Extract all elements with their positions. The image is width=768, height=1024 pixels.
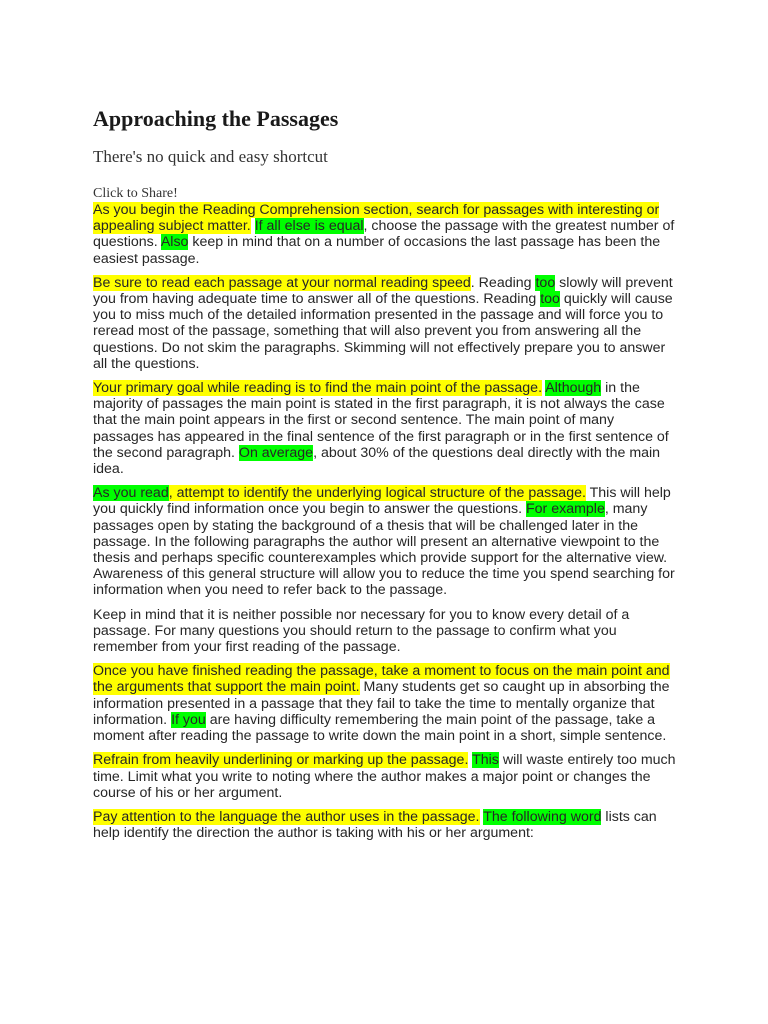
highlight-yellow: As you begin the Reading Comprehension section, search for passages with interesting or appealing subject matter.: [93, 202, 660, 235]
text-run: , choose the passage with the greatest number of questions.: [93, 218, 675, 251]
text-run: keep in mind that on a number of occasions the last passage has been the easiest passage.: [93, 234, 661, 267]
highlight-green: Although: [545, 380, 602, 397]
paragraph: [93, 275, 678, 372]
text-run: . Reading: [470, 274, 536, 291]
text-run: , about 30% of the questions deal directly with the main idea.: [93, 444, 661, 478]
highlight-yellow: Be sure to read each passage at your normal reading speed: [93, 274, 471, 291]
page-title: Approaching the Passages: [93, 106, 339, 131]
highlight-yellow: Your primary goal while reading is to find the main point of the passage.: [93, 380, 543, 397]
text-run: in the majority of passages the main point is stated in the first paragraph, it is not always the case that the main point appears in the first or second sentence. The main point of many passages has appeared in the final sentence of the first paragraph or in the first sentence of the second paragraph.: [93, 380, 669, 461]
highlight-yellow: Pay attention to the language the author uses in the passage.: [93, 808, 480, 825]
text-run: , many passages open by stating the background of a thesis that will be challenged later in the passage. In the following paragraphs the author will present an alternative viewpoint to the thesis and perhaps specific counterexamples which provide support for the alternative view. Awareness of this general structure will allow you to reduce the time you spend searching for information when you need to refer back to the passage.: [93, 501, 675, 599]
highlight-yellow: , attempt to identify the underlying logical structure of the passage.: [168, 485, 586, 502]
page-subtitle: There's no quick and easy shortcut: [93, 147, 328, 166]
highlight-green: This: [472, 752, 499, 769]
paragraph: [93, 752, 678, 801]
document-body: [93, 202, 678, 841]
text-run: are having difficulty remembering the main point of the passage, take a moment after reading the passage to write down the main point in a short, simple sentence.: [93, 711, 667, 745]
paragraph: [93, 380, 678, 477]
highlight-green: The following word: [483, 808, 602, 825]
highlight-green: If you: [171, 711, 206, 728]
highlight-green: On average: [238, 444, 314, 461]
text-run: This will help you quickly find information once you begin to answer the questions.: [93, 485, 671, 518]
paragraph: [93, 485, 678, 598]
paragraph: [93, 202, 678, 267]
highlight-yellow: Refrain from heavily underlining or marking up the passage.: [93, 752, 469, 769]
document-page: [93, 104, 678, 849]
highlight-green: Also: [160, 234, 189, 251]
text-run: slowly will prevent you from having adequate time to answer all of the questions. Reading: [93, 274, 673, 308]
paragraph: [93, 663, 678, 744]
paragraph: [93, 607, 678, 656]
highlight-green: too: [535, 274, 556, 291]
paragraph: [93, 809, 678, 841]
text-run: quickly will cause you to miss much of the detailed information presented in the passage and will force you to reread most of the passage, something that will also prevent you from answering all the questions. Do not skim the paragraphs. Skimming will not effectively prepare you to answer all the questions.: [93, 291, 673, 372]
text-run: Keep in mind that it is neither possible nor necessary for you to know every detail of a passage. For many questions you should return to the passage to confirm what you remember from your first reading of the passage.: [93, 606, 630, 656]
highlight-green: If all else is equal: [254, 218, 364, 235]
highlight-green: As you read: [93, 485, 169, 502]
text-run: Many students get so caught up in absorbing the information presented in a passage that they fail to take the time to mentally organize that information.: [93, 679, 670, 728]
highlight-green: too: [540, 291, 560, 308]
text-run: will waste entirely too much time. Limit what you write to noting where the author makes a major point or changes the course of his or her argument.: [93, 752, 676, 801]
highlight-green: For example: [525, 501, 605, 518]
share-link[interactable]: Click to Share!: [93, 186, 178, 201]
highlight-yellow: Once you have finished reading the passage, take a moment to focus on the main point and the arguments that support the main point.: [93, 663, 670, 696]
text-run: lists can help identify the direction the author is taking with his or her argument:: [93, 808, 657, 842]
